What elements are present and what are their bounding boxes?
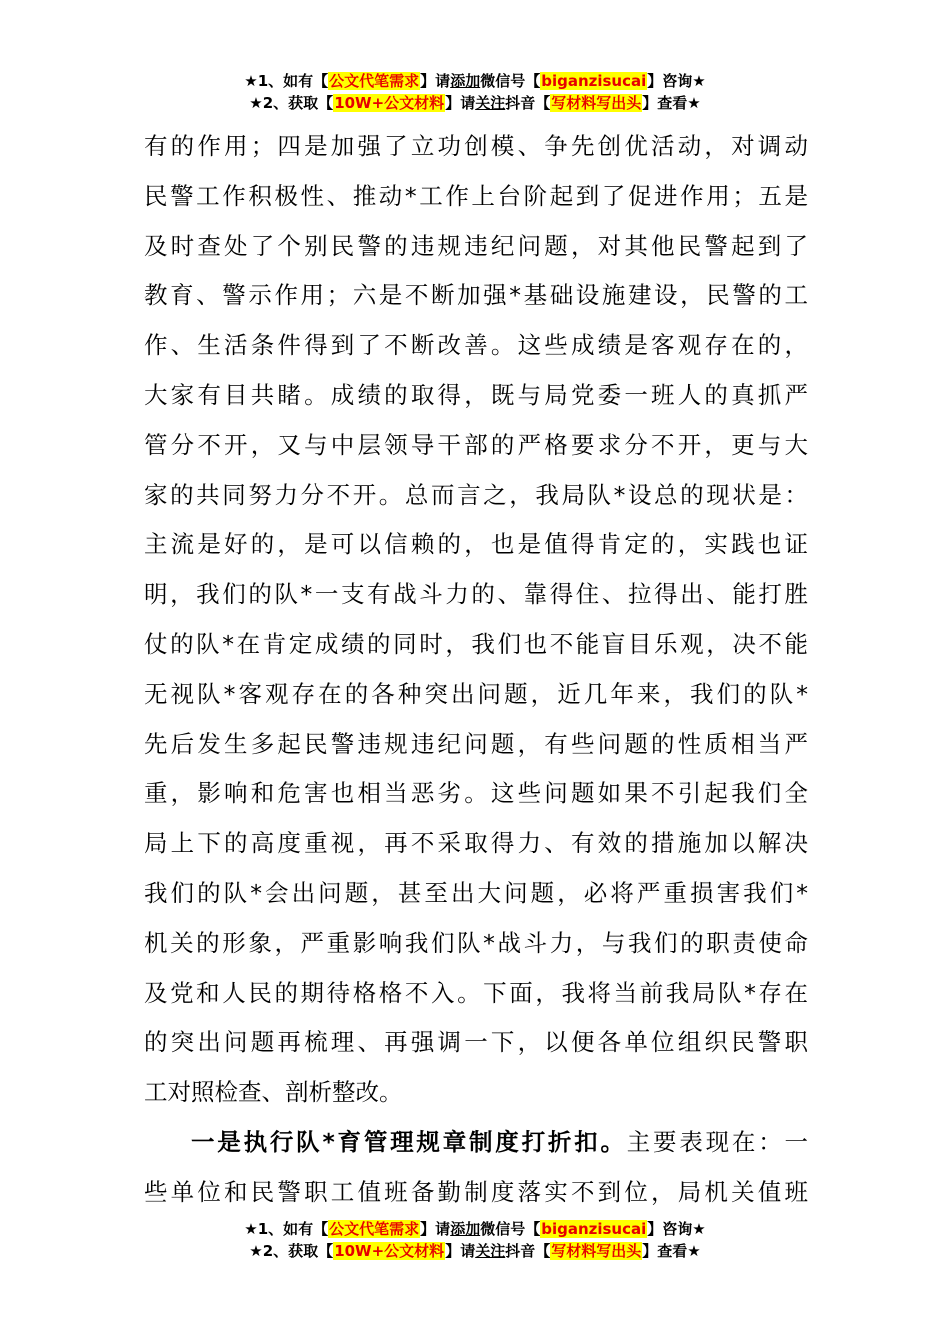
banner-highlight: 10W+公文材料 [334, 1242, 445, 1260]
banner-text: 】查看★ [642, 94, 701, 112]
body-line: 及时查处了个别民警的违规违纪问题，对其他民警起到了 [144, 231, 808, 260]
body-line: 教育、警示作用；六是不断加强*基础设施建设，民警的工 [144, 281, 808, 310]
banner-text: 微信号【 [480, 1220, 541, 1238]
body-line: 主流是好的，是可以信赖的，也是值得肯定的，实践也证 [144, 530, 808, 559]
body-line: 的突出问题再梳理、再强调一下，以便各单位组织民警职 [144, 1028, 808, 1057]
body-line: 我们的队*会出问题，甚至出大问题，必将严重损害我们* [144, 878, 808, 907]
body-line: 工对照检查、剖析整改。 [144, 1078, 403, 1107]
body-line: 仗的队*在肯定成绩的同时，我们也不能盲目乐观，决不能 [144, 629, 808, 658]
body-line: 无视队*客观存在的各种突出问题，近几年来，我们的队* [144, 679, 808, 708]
banner-highlight: 公文代笔需求 [329, 72, 420, 90]
body-line: 大家有目共睹。成绩的取得，既与局党委一班人的真抓严 [144, 380, 808, 409]
banner-highlight: 写材料写出头 [551, 94, 642, 112]
section-heading-line [144, 1118, 808, 1168]
footer-banner [0, 1218, 950, 1262]
banner-line-2 [0, 92, 950, 114]
section-lead-rest: 主要表现在：一 [626, 1127, 808, 1156]
body-line: 有的作用；四是加强了立功创模、争先创优活动，对调动 [144, 132, 808, 160]
banner-underline: 添加 [450, 72, 481, 90]
banner-highlight: 写材料写出头 [551, 1242, 642, 1260]
banner-line-1 [0, 1218, 950, 1240]
banner-underline: 关注 [475, 1242, 506, 1260]
header-banner [0, 70, 950, 114]
banner-underline: 添加 [450, 1220, 481, 1238]
body-line: 民警工作积极性、推动*工作上台阶起到了促进作用；五是 [144, 181, 808, 210]
banner-text: 】请 [420, 72, 451, 90]
banner-text: 】咨询★ [647, 72, 706, 90]
banner-text: ★1、如有【 [244, 72, 329, 90]
banner-text: 微信号【 [480, 72, 541, 90]
banner-text: 】请 [420, 1220, 451, 1238]
banner-wechat-id: biganzisucai [541, 1220, 647, 1238]
banner-highlight: 10W+公文材料 [334, 94, 445, 112]
body-line: 重，影响和危害也相当恶劣。这些问题如果不引起我们全 [144, 779, 808, 808]
banner-text: 】请 [445, 1242, 476, 1260]
body-line: 管分不开，又与中层领导干部的严格要求分不开，更与大 [144, 430, 808, 459]
body-line: 明，我们的队*一支有战斗力的、靠得住、拉得出、能打胜 [144, 580, 808, 609]
banner-wechat-id: biganzisucai [541, 72, 647, 90]
banner-text: ★2、获取【 [249, 94, 334, 112]
banner-text: 】查看★ [642, 1242, 701, 1260]
banner-underline: 关注 [475, 94, 506, 112]
banner-line-2 [0, 1240, 950, 1262]
banner-text: ★1、如有【 [244, 1220, 329, 1238]
section-lead: 一是执行队*育管理规章制度打折扣。 [191, 1127, 627, 1156]
banner-text: ★2、获取【 [249, 1242, 334, 1260]
body-line: 先后发生多起民警违规违纪问题，有些问题的性质相当严 [144, 729, 808, 758]
banner-text: 抖音【 [505, 1242, 551, 1260]
banner-text: 】请 [445, 94, 476, 112]
banner-text: 】咨询★ [647, 1220, 706, 1238]
body-line: 家的共同努力分不开。总而言之，我局队*设总的现状是： [144, 480, 808, 509]
body-line: 机关的形象，严重影响我们队*战斗力，与我们的职责使命 [144, 928, 808, 957]
body-line: 及党和人民的期待格格不入。下面，我将当前我局队*存在 [144, 978, 808, 1007]
banner-text: 抖音【 [505, 94, 551, 112]
document-body [144, 122, 808, 1218]
banner-highlight: 公文代笔需求 [329, 1220, 420, 1238]
banner-line-1 [0, 70, 950, 92]
body-line: 些单位和民警职工值班备勤制度落实不到位，局机关值班 [144, 1177, 808, 1206]
body-line: 作、生活条件得到了不断改善。这些成绩是客观存在的， [144, 331, 808, 360]
body-line: 局上下的高度重视，再不采取得力、有效的措施加以解决 [144, 829, 808, 858]
